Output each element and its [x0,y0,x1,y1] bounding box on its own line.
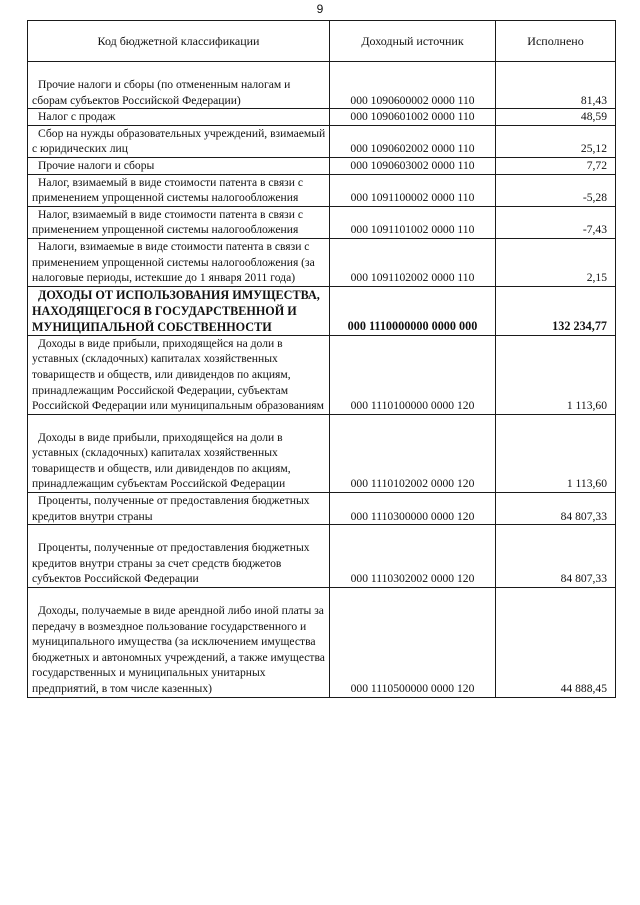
row-name-text: Налог, взимаемый в виде стоимости патента в связи с применением упрощенной системы налогообложения [32,175,303,205]
table-row [28,206,616,238]
row-value: 7,72 [496,157,616,174]
row-code: 000 1090602002 0000 110 [330,125,496,157]
header-classification: Код бюджетной классификации [28,21,330,62]
row-value: 25,12 [496,125,616,157]
table-row [28,157,616,174]
row-name [28,206,330,238]
budget-table [27,20,616,698]
row-value: -7,43 [496,206,616,238]
row-name-text: Доходы в виде прибыли, приходящейся на доли в уставных (складочных) капиталах хозяйственных товариществ и обществ, или дивидендов по акциям, принадлежащим субъектам Российской Федерации [32,430,291,491]
header-executed: Исполнено [496,21,616,62]
row-name [28,238,330,286]
row-name-text: ДОХОДЫ ОТ ИСПОЛЬЗОВАНИЯ ИМУЩЕСТВА, НАХОДЯЩЕГОСЯ В ГОСУДАРСТВЕННОЙ И МУНИЦИПАЛЬНОЙ СОБСТВЕННОСТИ [32,287,320,334]
row-value: -5,28 [496,174,616,206]
row-value: 48,59 [496,109,616,126]
row-code: 000 1110102002 0000 120 [330,414,496,492]
row-name-text: Сбор на нужды образовательных учреждений, взимаемый с юридических лиц [32,126,326,156]
row-name [28,157,330,174]
table-row [28,493,616,525]
row-name-text: Проценты, полученные от предоставления бюджетных кредитов внутри страны за счет средств бюджетов субъектов Российской Федерации [32,541,310,586]
row-code: 000 1091100002 0000 110 [330,174,496,206]
row-code: 000 1090603002 0000 110 [330,157,496,174]
row-name [28,335,330,414]
row-value: 44 888,45 [496,588,616,698]
row-code: 000 1110000000 0000 000 [330,286,496,335]
row-name-text: Налог, взимаемый в виде стоимости патента в связи с применением упрощенной системы налогообложения [32,207,303,237]
row-code: 000 1091102002 0000 110 [330,238,496,286]
row-name [28,588,330,698]
row-name [28,493,330,525]
row-value: 132 234,77 [496,286,616,335]
row-name-text: Налог с продаж [38,110,116,124]
row-name-text: Проценты, полученные от предоставления бюджетных кредитов внутри страны [32,494,310,523]
row-name [28,414,330,492]
row-name-text: Прочие налоги и сборы [38,158,155,172]
row-code: 000 1091101002 0000 110 [330,206,496,238]
row-code: 000 1110500000 0000 120 [330,588,496,698]
row-value: 1 113,60 [496,414,616,492]
row-name-text: Прочие налоги и сборы (по отмененным налогам и сборам субъектов Российской Федерации) [32,78,291,107]
row-name [28,525,330,588]
row-value: 2,15 [496,238,616,286]
row-name [28,286,330,335]
table-row [28,125,616,157]
row-value: 84 807,33 [496,493,616,525]
table-row [28,174,616,206]
table-row [28,335,616,414]
table-row [28,62,616,109]
row-code: 000 1110300000 0000 120 [330,493,496,525]
table-row [28,109,616,126]
table-row-section [28,286,616,335]
table-row [28,414,616,492]
table-row [28,525,616,588]
row-name [28,109,330,126]
row-name-text: Доходы, получаемые в виде арендной либо иной платы за передачу в возмездное пользование государственного и муниципального имущества (за исключением имущества бюджетных и автономных учреждений, а также имущества государственных и муниципальных унитарных предприятий, в том числе казенных) [32,604,325,695]
row-value: 84 807,33 [496,525,616,588]
row-name [28,62,330,109]
row-code: 000 1090601002 0000 110 [330,109,496,126]
row-value: 81,43 [496,62,616,109]
table-row [28,588,616,698]
row-code: 000 1110302002 0000 120 [330,525,496,588]
table-header-row [28,21,616,62]
row-code: 000 1110100000 0000 120 [330,335,496,414]
table-row [28,238,616,286]
row-value: 1 113,60 [496,335,616,414]
page-number: 9 [316,2,324,16]
header-source: Доходный источник [330,21,496,62]
row-code: 000 1090600002 0000 110 [330,62,496,109]
row-name [28,174,330,206]
row-name [28,125,330,157]
row-name-text: Доходы в виде прибыли, приходящейся на доли в уставных (складочных) капиталах хозяйственных товариществ и обществ, или дивидендов по акциям, принадлежащим Российской Федерации, субъектам Российской Федерации или муниципальным образованиям [32,336,324,413]
row-name-text: Налоги, взимаемые в виде стоимости патента в связи с применением упрощенной системы налогообложения (за налоговые периоды, истекшие до 1 января 2011 года) [32,239,315,285]
